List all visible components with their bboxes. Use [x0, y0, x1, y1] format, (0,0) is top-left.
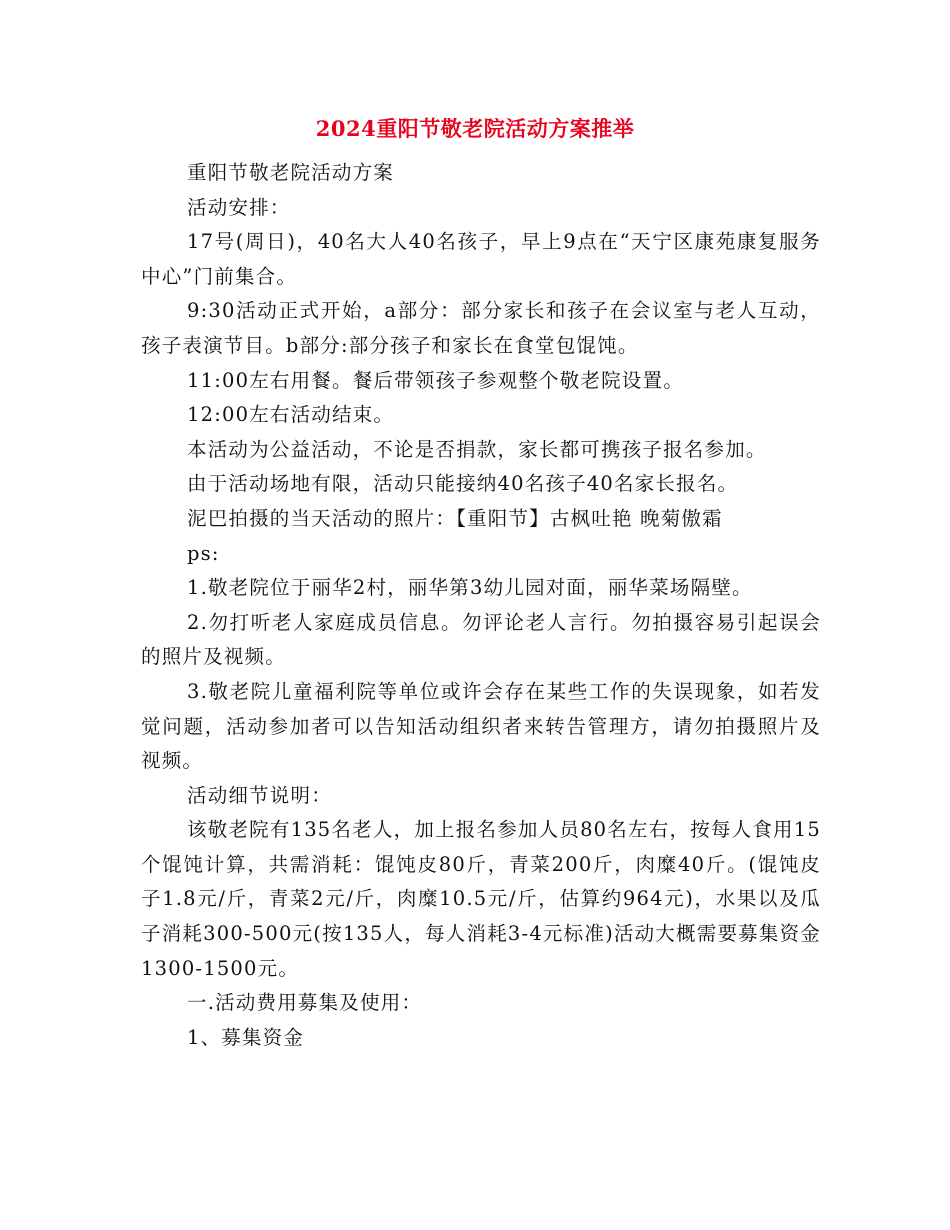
paragraph-photos: 泥巴拍摄的当天活动的照片：【重阳节】古枫吐艳 晚菊傲霜	[187, 506, 723, 530]
paragraph-details: 该敬老院有135名老人，加上报名参加人员80名左右，按每人食用15个馄饨计算，共需消耗：馄饨皮80斤，青菜200斤，肉糜40斤。(馄饨皮子1.8元/斤，青菜2元/斤，肉糜10.5元/斤，估算约964元)，水果以及瓜子消耗300-500元(按135人，每人消耗3-4元标准)活动大概需要募集资金1300-1500元。	[141, 818, 821, 980]
paragraph-plan-heading: 重阳节敬老院活动方案	[187, 161, 395, 184]
paragraph-note-3: 3.敬老院儿童福利院等单位或许会存在某些工作的失误现象，如若发觉问题，活动参加者可以告知活动组织者来转告管理方，请勿拍摄照片及视频。	[141, 679, 821, 773]
paragraph-note-2: 2.勿打听老人家庭成员信息。勿评论老人言行。勿拍摄容易引起误会的照片及视频。	[141, 610, 821, 669]
paragraph-schedule-heading: 活动安排：	[187, 195, 291, 219]
paragraph-charity: 本活动为公益活动，不论是否捐款，家长都可携孩子报名参加。	[187, 437, 767, 461]
paragraph-lunch: 11:00左右用餐。餐后带领孩子参观整个敬老院设置。	[187, 368, 684, 392]
paragraph-capacity: 由于活动场地有限，活动只能接纳40名孩子40名家长报名。	[187, 472, 739, 496]
paragraph-gathering: 17号(周日)，40名大人40名孩子，早上9点在“天宁区康苑康复服务中心”门前集合。	[141, 230, 821, 288]
paragraph-end: 12:00左右活动结束。	[187, 403, 395, 427]
paragraph-ps: ps:	[187, 541, 220, 565]
paragraph-funding-heading: 一.活动费用募集及使用：	[187, 991, 423, 1015]
paragraph-start: 9:30活动正式开始，a部分：部分家长和孩子在会议室与老人互动，孩子表演节目。b部分:部分孩子和家长在食堂包馄饨。	[141, 299, 821, 357]
paragraph-funding-item-1: 1、募集资金	[187, 1025, 305, 1049]
paragraph-note-1: 1.敬老院位于丽华2村，丽华第3幼儿园对面，丽华菜场隔壁。	[187, 576, 753, 600]
document-title: 2024重阳节敬老院活动方案推举	[315, 116, 635, 141]
paragraph-details-heading: 活动细节说明：	[187, 783, 332, 807]
document-body	[141, 156, 821, 1055]
